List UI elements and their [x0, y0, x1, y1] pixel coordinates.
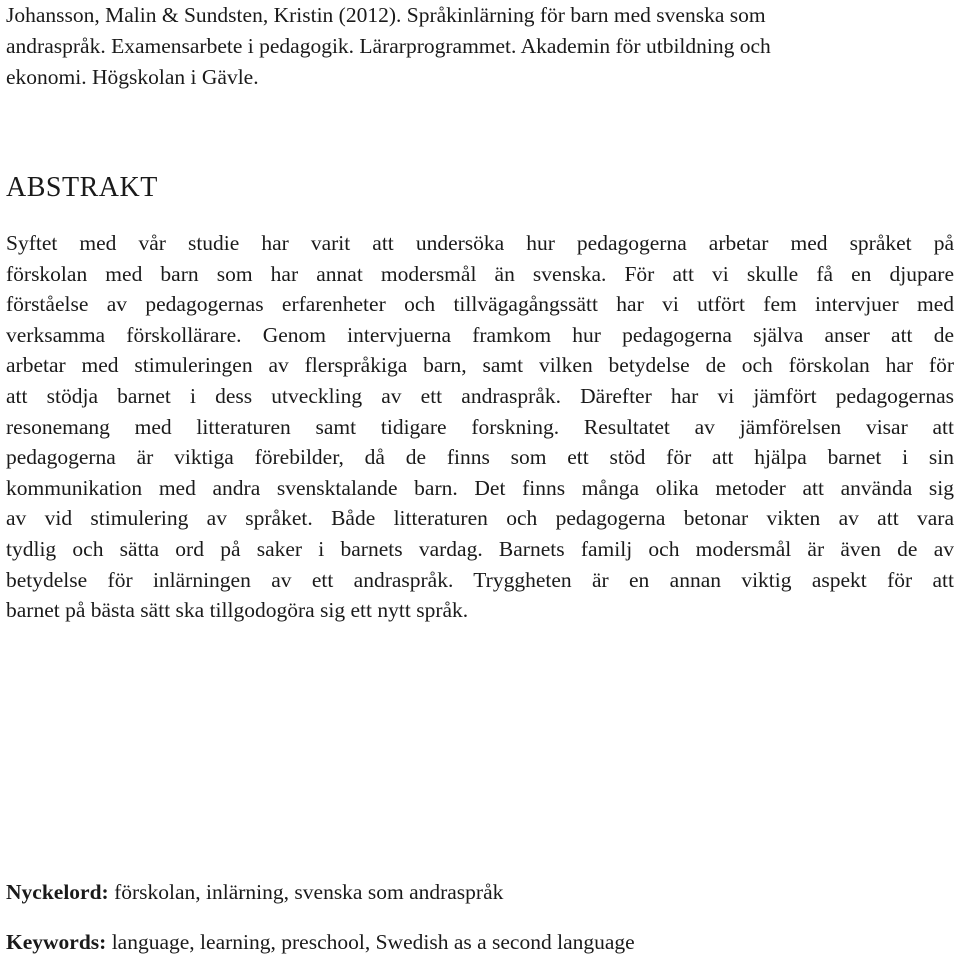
keywords-english-label: Keywords: — [6, 930, 107, 954]
keywords-english-value: language, learning, preschool, Swedish as a second language — [106, 930, 635, 954]
abstract-line: Syftet med vår studie har varit att undersöka hur pedagogerna arbetar med språket på — [6, 231, 954, 255]
abstract-line: att stödja barnet i dess utveckling av ett andraspråk. Därefter har vi jämfört pedagogernas — [6, 383, 954, 408]
citation-line-1: Johansson, Malin & Sundsten, Kristin (2012). Språkinlärning för barn med svenska som — [6, 3, 766, 27]
keywords-swedish — [6, 877, 503, 907]
keywords-swedish-value: förskolan, inlärning, svenska som andraspråk — [108, 880, 504, 904]
abstract-line: kommunikation med andra svensktalande barn. Det finns många olika metoder att använda sig — [6, 475, 954, 500]
abstract-line: resonemang med litteraturen samt tidigare forskning. Resultatet av jämförelsen visar att — [6, 414, 954, 439]
citation-line-3: ekonomi. Högskolan i Gävle. — [6, 65, 259, 89]
citation-line-2: andraspråk. Examensarbete i pedagogik. Lärarprogrammet. Akademin för utbildning och — [6, 34, 771, 58]
abstract-body — [6, 228, 954, 626]
abstract-line: av vid stimulering av språket. Både litteraturen och pedagogerna betonar vikten av att vara — [6, 506, 954, 531]
keywords-english — [6, 927, 635, 957]
abstract-line: betydelse för inlärningen av ett andraspråk. Tryggheten är en annan viktig aspekt för att — [6, 567, 954, 592]
abstract-heading: ABSTRAKT — [6, 172, 158, 203]
abstract-line: tydlig och sätta ord på saker i barnets vardag. Barnets familj och modersmål är även de av — [6, 536, 954, 561]
keywords-swedish-label: Nyckelord: — [6, 880, 109, 904]
abstract-line: arbetar med stimuleringen av flerspråkiga barn, samt vilken betydelse de och förskolan har för — [6, 353, 954, 378]
citation — [6, 0, 954, 93]
document-page — [6, 0, 954, 960]
abstract-line: förskolan med barn som har annat modersmål än svenska. För att vi skulle få en djupare — [6, 261, 954, 286]
abstract-line: förståelse av pedagogernas erfarenheter och tillvägagångssätt har vi utfört fem intervjuer med — [6, 292, 954, 317]
abstract-line: pedagogerna är viktiga förebilder, då de finns som ett stöd för att hjälpa barnet i sin — [6, 445, 954, 470]
abstract-line: verksamma förskollärare. Genom intervjuerna framkom hur pedagogerna själva anser att de — [6, 322, 954, 347]
abstract-line: barnet på bästa sätt ska tillgodogöra sig ett nytt språk. — [6, 598, 469, 623]
